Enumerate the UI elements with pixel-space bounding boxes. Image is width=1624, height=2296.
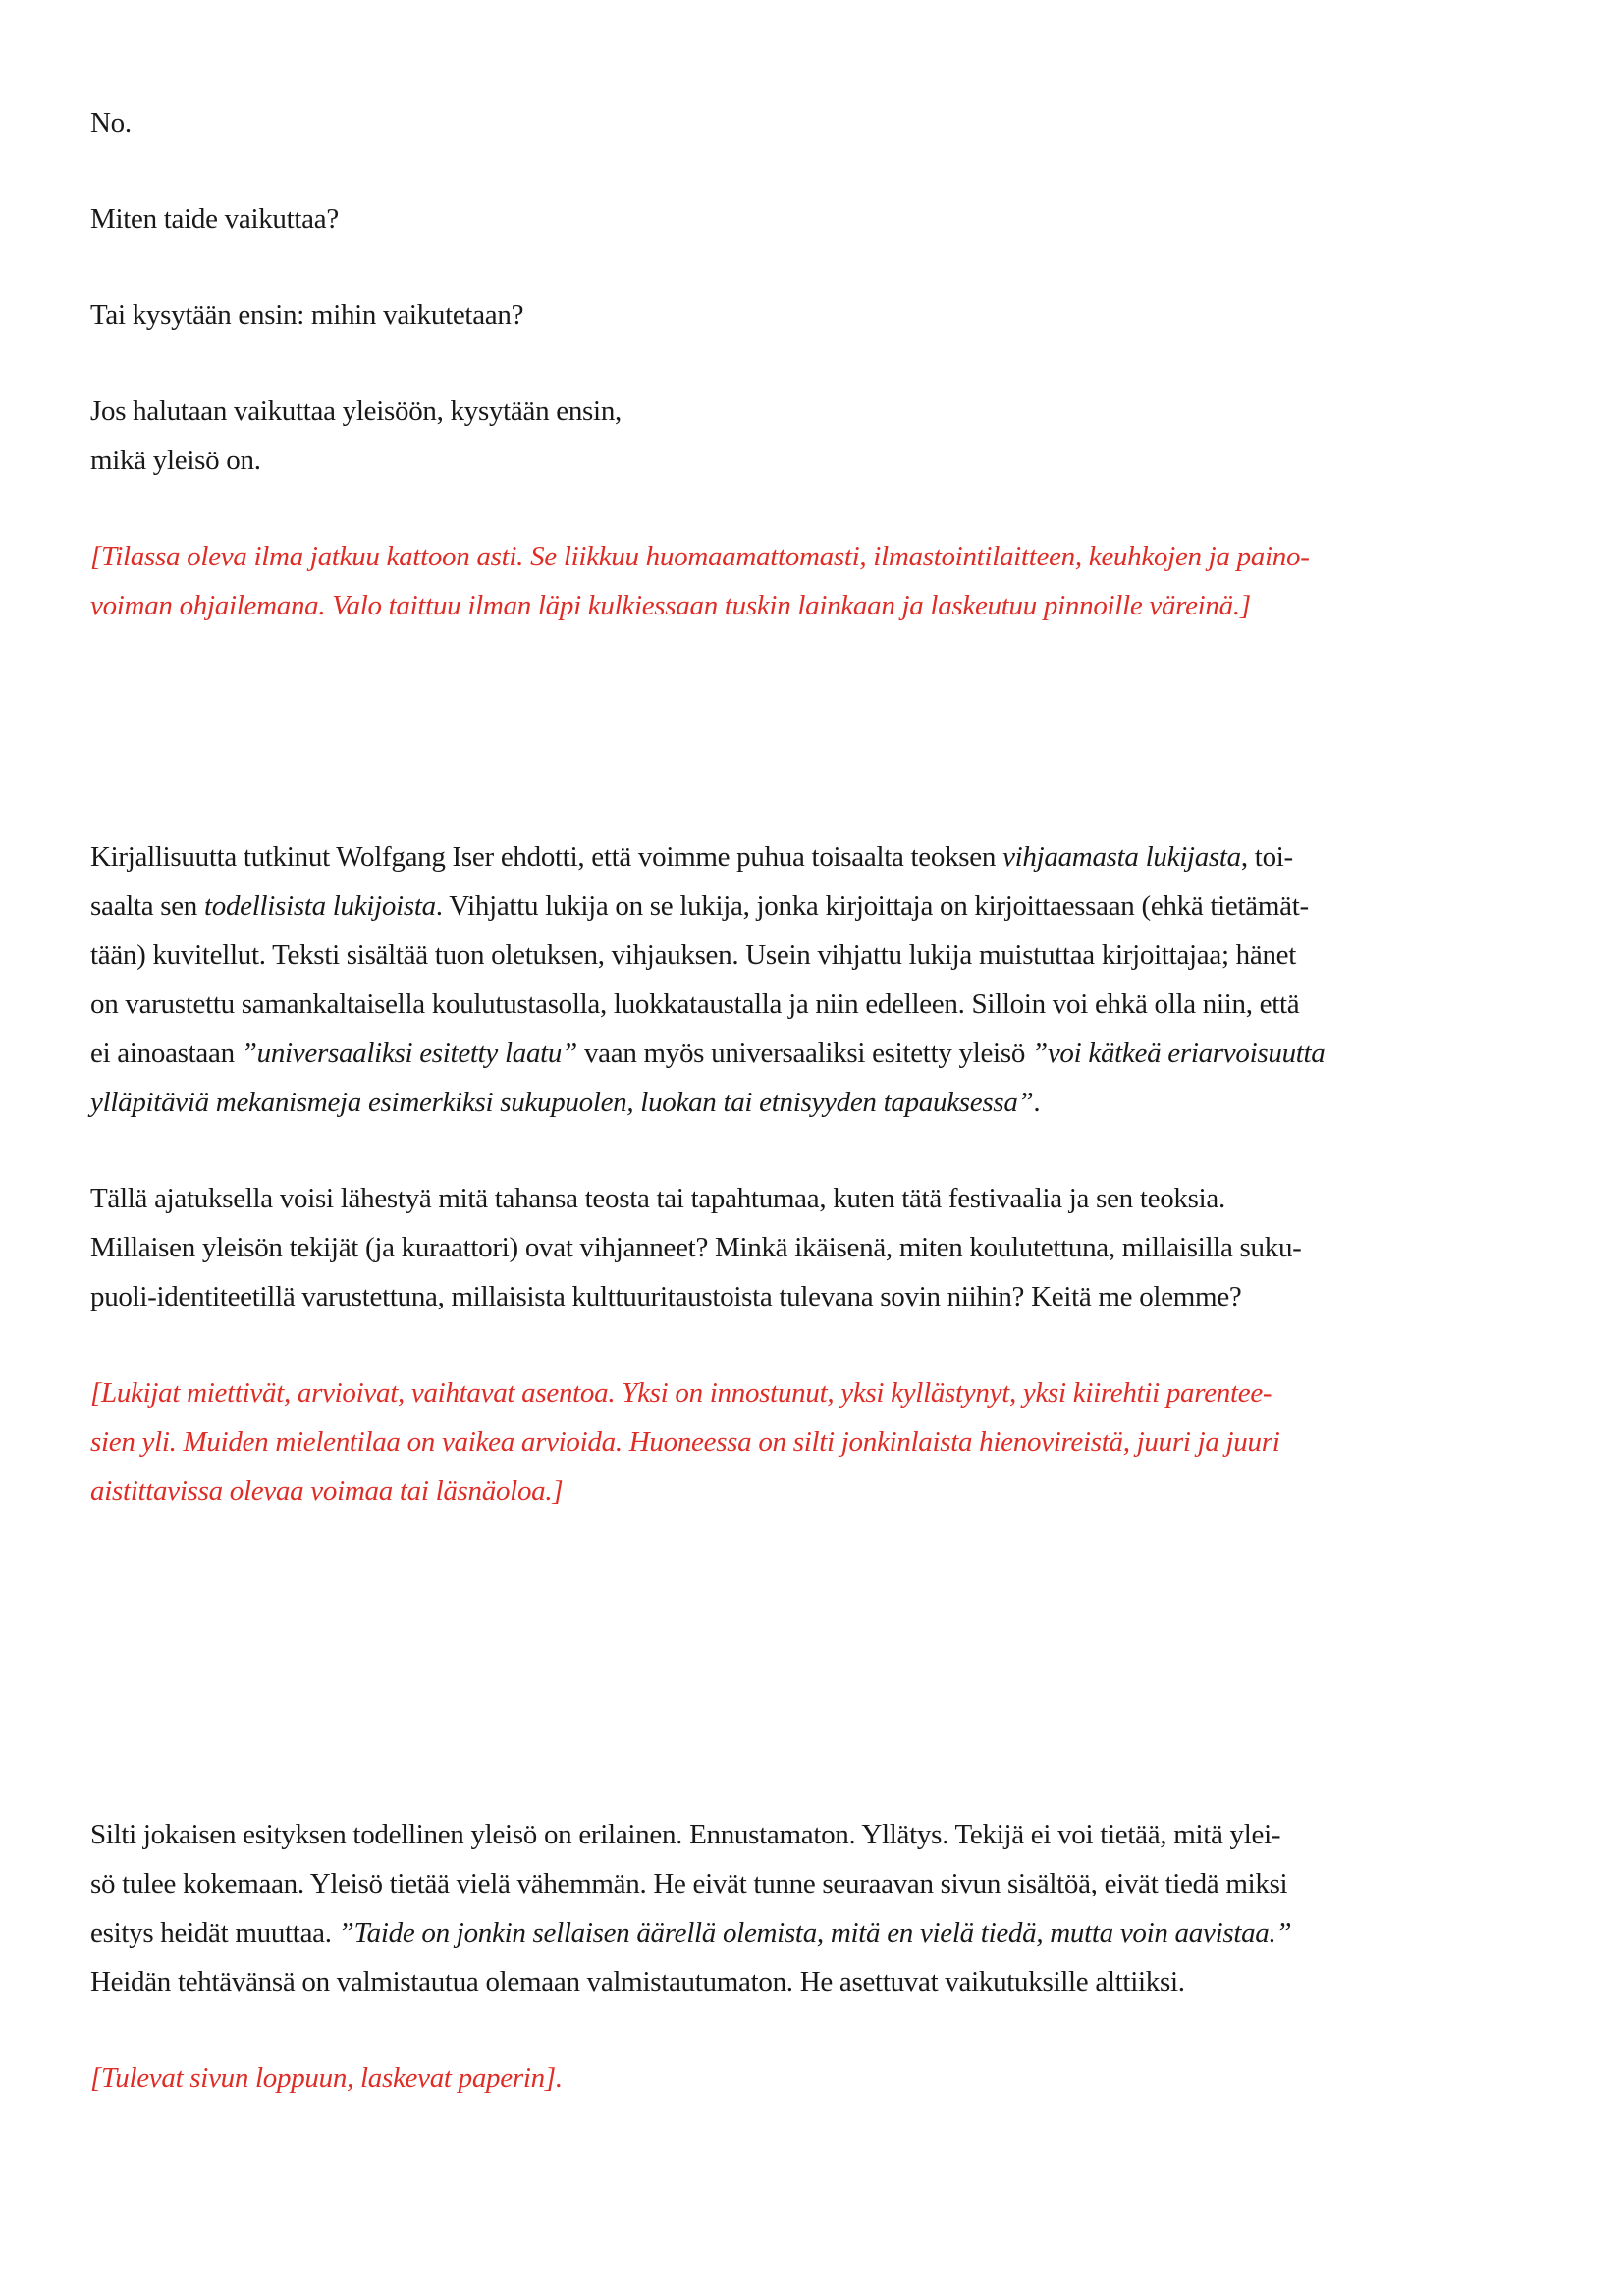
text-line <box>90 1029 1565 1078</box>
text-line <box>90 194 1565 243</box>
text-line <box>90 1957 1565 2006</box>
text-run: [Tulevat sivun loppuun, laskevat paperin]. <box>90 2062 563 2094</box>
question-how-art-affects <box>90 194 1565 243</box>
text-run: No. <box>90 107 132 138</box>
stage-direction-page-end <box>90 2054 1565 2103</box>
text-line <box>90 1223 1565 1272</box>
opening-word <box>90 98 1565 147</box>
text-run: esitys heidät muuttaa. <box>90 1917 339 1949</box>
text-run: Tai kysytään ensin: mihin vaikutetaan? <box>90 299 524 331</box>
text-line <box>90 1368 1565 1417</box>
paragraph-wolfgang-iser <box>90 832 1565 1127</box>
text-run: , toi- <box>1240 841 1293 873</box>
text-run: vaan myös universaaliksi esitetty yleisö <box>576 1038 1032 1069</box>
text-line <box>90 387 1565 436</box>
text-line <box>90 980 1565 1029</box>
text-line <box>90 532 1565 581</box>
italic-text-run: ylläpitäviä mekanismeja esimerkiksi sukupuolen, luokan tai etnisyyden tapauksessa” <box>90 1087 1034 1118</box>
text-run: on varustettu samankaltaisella koulutustasolla, luokkataustalla ja niin edelleen. Silloin voi ehkä olla niin, että <box>90 988 1300 1020</box>
italic-text-run: ”universaaliksi esitetty laatu” <box>241 1038 577 1069</box>
text-run: . Vihjattu lukija on se lukija, jonka kirjoittaja on kirjoittaessaan (ehkä tietämät- <box>435 890 1309 922</box>
text-run: aistittavissa olevaa voimaa tai läsnäoloa.] <box>90 1475 564 1507</box>
text-run: Miten taide vaikuttaa? <box>90 203 339 235</box>
text-run: Silti jokaisen esityksen todellinen yleisö on erilainen. Ennustamaton. Yllätys. Tekijä ei voi tietää, mitä ylei- <box>90 1819 1281 1850</box>
text-run: sö tulee kokemaan. Yleisö tietää vielä vähemmän. He eivät tunne seuraavan sivun sisältöä, eivät tiedä miksi <box>90 1868 1288 1899</box>
text-run: ei ainoastaan <box>90 1038 242 1069</box>
text-run: saalta sen <box>90 890 204 922</box>
text-line <box>90 581 1565 630</box>
text-run: mikä yleisö on. <box>90 445 261 476</box>
text-line <box>90 1272 1565 1321</box>
text-line <box>90 98 1565 147</box>
text-run: Heidän tehtävänsä on valmistautua olemaan valmistautumaton. He asettuvat vaikutuksille alttiiksi. <box>90 1966 1185 1998</box>
text-run: Kirjallisuutta tutkinut Wolfgang Iser ehdotti, että voimme puhua toisaalta teoksen <box>90 841 1003 873</box>
text-run: Tällä ajatuksella voisi lähestyä mitä tahansa teosta tai tapahtumaa, kuten tätä festivaalia ja sen teoksia. <box>90 1183 1225 1214</box>
text-run: tään) kuvitellut. Teksti sisältää tuon oletuksen, vihjauksen. Usein vihjattu lukija muistuttaa kirjoittajaa; hänet <box>90 939 1297 971</box>
italic-text-run: ”Taide on jonkin sellaisen äärellä olemista, mitä en vielä tiedä, mutta voin aavistaa.” <box>338 1917 1292 1949</box>
text-run: Millaisen yleisön tekijät (ja kuraattori) ovat vihjanneet? Minkä ikäisenä, miten koulutettuna, millaisilla suku- <box>90 1232 1302 1263</box>
text-line <box>90 291 1565 340</box>
stage-direction-readers <box>90 1368 1565 1516</box>
text-line <box>90 931 1565 980</box>
text-line <box>90 881 1565 931</box>
text-run: puoli-identiteetillä varustettuna, millaisista kulttuuritaustoista tulevana sovin niihin? Keitä me olemme? <box>90 1281 1242 1312</box>
text-line <box>90 832 1565 881</box>
text-run: voiman ohjailemana. Valo taittuu ilman läpi kulkiessaan tuskin lainkaan ja laskeutuu pinnoille väreinä.] <box>90 590 1251 621</box>
text-run: [Lukijat miettivät, arvioivat, vaihtavat asentoa. Yksi on innostunut, yksi kyllästynyt, yksi kiirehtii parentee- <box>90 1377 1272 1409</box>
text-run: sien yli. Muiden mielentilaa on vaikea arvioida. Huoneessa on silti jonkinlaista hienovireistä, juuri ja juuri <box>90 1426 1280 1458</box>
paragraph-with-this-thought <box>90 1174 1565 1321</box>
text-line <box>90 1467 1565 1516</box>
text-line <box>90 1908 1565 1957</box>
text-run: [Tilassa oleva ilma jatkuu kattoon asti. Se liikkuu huomaamattomasti, ilmastointilaitteen, keuhkojen ja paino- <box>90 541 1310 572</box>
paragraph-still-every-audience <box>90 1810 1565 2006</box>
text-line <box>90 2054 1565 2103</box>
text-line <box>90 436 1565 485</box>
text-line <box>90 1417 1565 1467</box>
italic-text-run: ”voi kätkeä eriarvoisuutta <box>1032 1038 1326 1069</box>
text-run: . <box>1033 1087 1041 1118</box>
question-what-is-affected <box>90 291 1565 340</box>
paragraph-if-we-want-to-affect <box>90 387 1565 485</box>
text-line <box>90 1174 1565 1223</box>
text-line <box>90 1078 1565 1127</box>
italic-text-run: todellisista lukijoista <box>203 890 436 922</box>
text-run: Jos halutaan vaikuttaa yleisöön, kysytään ensin, <box>90 396 622 427</box>
text-line <box>90 1810 1565 1859</box>
stage-direction-air <box>90 532 1565 630</box>
italic-text-run: vihjaamasta lukijasta <box>1002 841 1241 873</box>
text-line <box>90 1859 1565 1908</box>
